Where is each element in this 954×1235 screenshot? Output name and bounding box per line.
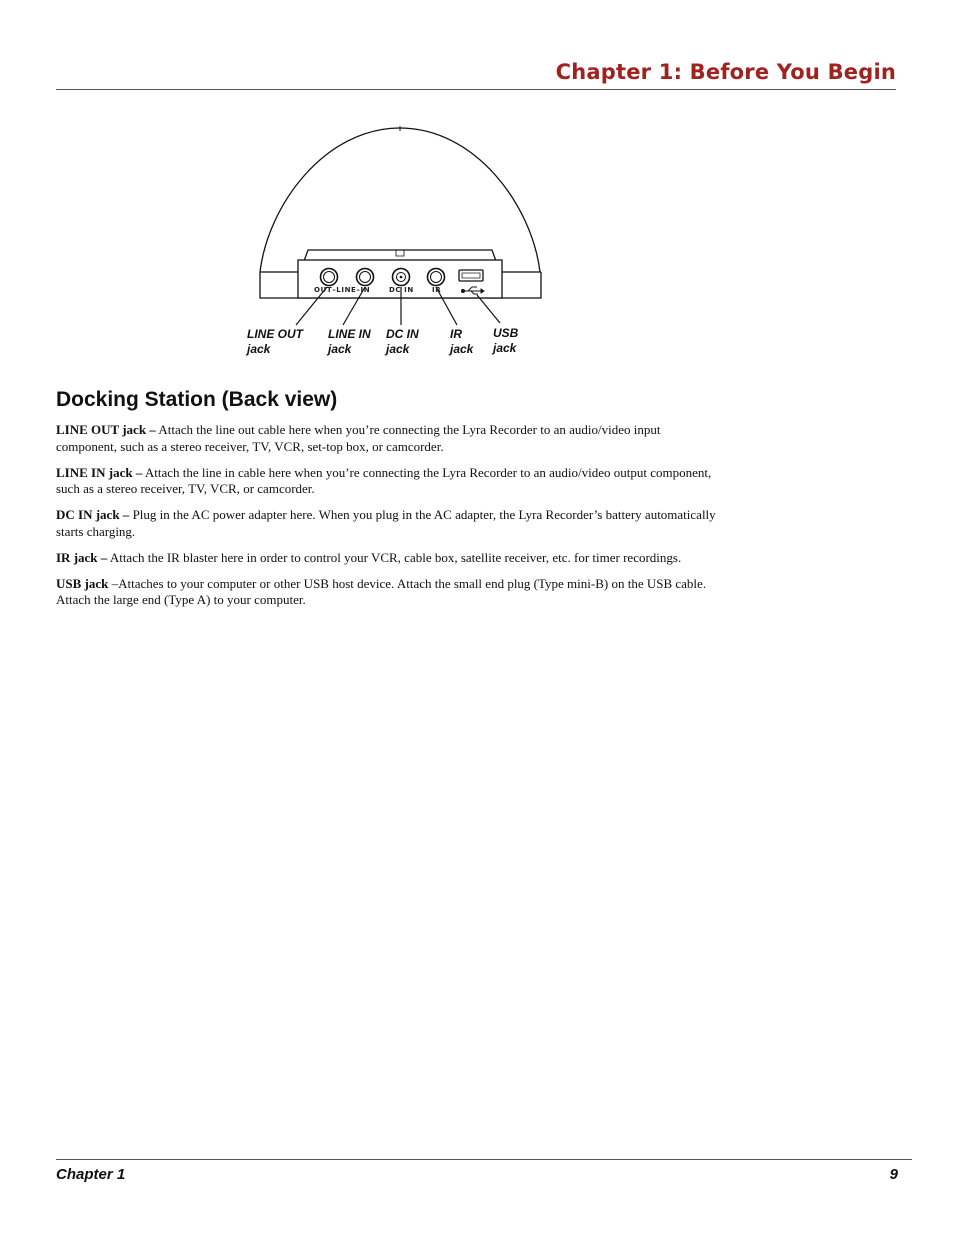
paragraph-line-out: LINE OUT jack – Attach the line out cable here when you’re connecting the Lyra Recorder to an audio/video input component, such as a stereo receiver, TV, VCR, set-top box, or camcorder. xyxy=(56,422,661,454)
section-body xyxy=(56,422,716,618)
footer-chapter: Chapter 1 xyxy=(56,1166,126,1183)
page-number: 9 xyxy=(889,1166,898,1183)
footer-rule xyxy=(56,1159,912,1160)
paragraph-usb: USB jack –Attaches to your computer or other USB host device. Attach the small end plug (Type mini-B) on the USB cable. Attach the large end (Type A) to your computer. xyxy=(56,575,707,607)
port-label-dc-in: DC IN xyxy=(389,286,414,294)
section-title: Docking Station (Back view) xyxy=(56,388,338,411)
callout-dc-in-jack: DC IN jack xyxy=(386,327,419,356)
paragraph-line-in: LINE IN jack – Attach the line in cable here when you’re connecting the Lyra Recorder to an audio/video output component, such as a stereo receiver, TV, VCR, or camcorder. xyxy=(56,464,712,496)
docking-station-figure xyxy=(230,120,560,370)
paragraph-ir: IR jack – Attach the IR blaster here in order to control your VCR, cable box, satellite receiver, etc. for timer recordings. xyxy=(56,549,682,565)
callout-line-in-jack: LINE IN jack xyxy=(328,327,371,356)
callout-line-out-jack: LINE OUT jack xyxy=(247,327,303,356)
paragraph-dc-in: DC IN jack – Plug in the AC power adapter here. When you plug in the AC adapter, the Lyra Recorder’s battery automatically starts charging. xyxy=(56,507,716,539)
callout-ir-jack: IR jack xyxy=(450,327,474,356)
port-label-ir: IR xyxy=(432,286,442,294)
port-label-line: OUT–LINE–IN xyxy=(314,286,371,294)
header-rule xyxy=(56,89,896,90)
callout-usb-jack: USB jack xyxy=(493,326,519,355)
chapter-title: Chapter 1: Before You Begin xyxy=(555,60,896,84)
